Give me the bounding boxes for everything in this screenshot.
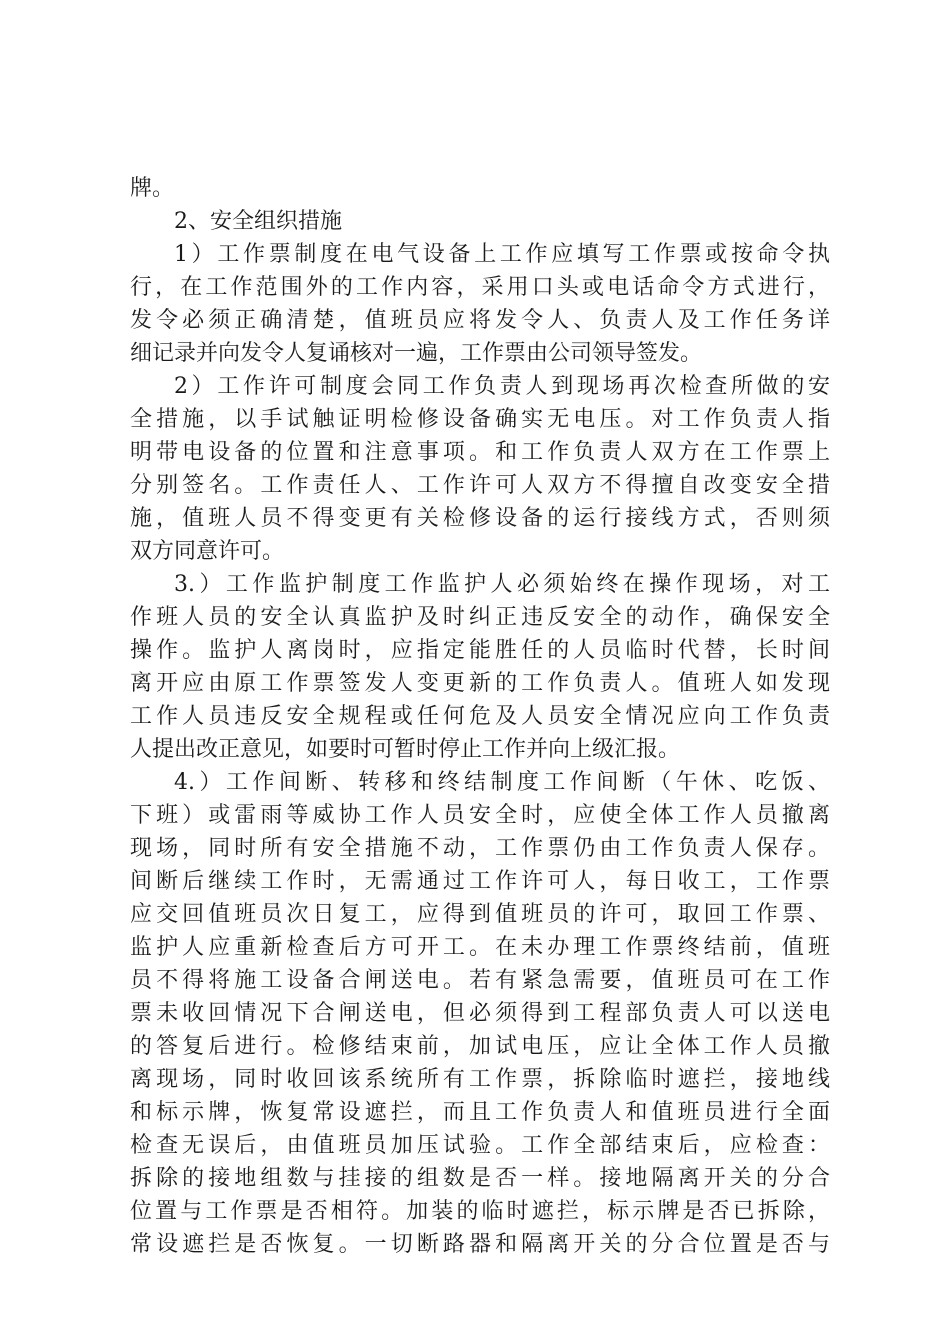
text-line: 应交回值班员次日复工，应得到值班员的许可，取回工作票、 <box>130 902 830 927</box>
text-line: 2）工作许可制度会同工作负责人到现场再次检查所做的安 <box>174 374 830 399</box>
text-line: 细记录并向发令人复诵核对一遍，工作票由公司领导签发。 <box>130 341 703 366</box>
text-line: 3.）工作监护制度工作监护人必须始终在操作现场，对工 <box>174 572 830 597</box>
text-line: 检查无误后，由值班员加压试验。工作全部结束后，应检查： <box>130 1133 830 1158</box>
document-body <box>130 172 830 1261</box>
text-line: 分别签名。工作责任人、工作许可人双方不得擅自改变安全措 <box>130 473 830 498</box>
text-line: 和标示牌，恢复常设遮拦，而且工作负责人和值班员进行全面 <box>130 1100 830 1125</box>
text-line: 发令必须正确清楚，值班员应将发令人、负责人及工作任务详 <box>130 308 830 333</box>
text-line: 工作人员违反安全规程或任何危及人员安全情况应向工作负责 <box>130 704 830 729</box>
text-line: 4.）工作间断、转移和终结制度工作间断（午休、吃饭、 <box>174 770 830 795</box>
text-line: 双方同意许可。 <box>130 539 285 564</box>
text-line: 拆除的接地组数与挂接的组数是否一样。接地隔离开关的分合 <box>130 1166 830 1191</box>
text-line: 的答复后进行。检修结束前，加试电压，应让全体工作人员撤 <box>130 1034 830 1059</box>
text-line: 员不得将施工设备合闸送电。若有紧急需要，值班员可在工作 <box>130 968 830 993</box>
text-line: 操作。监护人离岗时，应指定能胜任的人员临时代替，长时间 <box>130 638 830 663</box>
text-line: 现场，同时所有安全措施不动，工作票仍由工作负责人保存。 <box>130 836 830 861</box>
text-line: 牌。 <box>130 176 175 201</box>
text-line: 人提出改正意见，如要时可暂时停止工作并向上级汇报。 <box>130 737 681 762</box>
text-line: 离开应由原工作票签发人变更新的工作负责人。值班人如发现 <box>130 671 830 696</box>
text-line: 1）工作票制度在电气设备上工作应填写工作票或按命令执 <box>174 242 830 267</box>
text-line: 2、安全组织措施 <box>174 209 342 234</box>
text-line: 全措施，以手试触证明检修设备确实无电压。对工作负责人指 <box>130 407 830 432</box>
text-line: 作班人员的安全认真监护及时纠正违反安全的动作，确保安全 <box>130 605 830 630</box>
text-line: 票未收回情况下合闸送电，但必须得到工程部负责人可以送电 <box>130 1001 830 1026</box>
text-line: 离现场，同时收回该系统所有工作票，拆除临时遮拦，接地线 <box>130 1067 830 1092</box>
text-line: 行，在工作范围外的工作内容，采用口头或电话命令方式进行， <box>130 275 830 300</box>
text-line: 常设遮拦是否恢复。一切断路器和隔离开关的分合位置是否与 <box>130 1232 830 1257</box>
text-line: 施，值班人员不得变更有关检修设备的运行接线方式，否则须 <box>130 506 830 531</box>
text-line: 间断后继续工作时，无需通过工作许可人，每日收工，工作票 <box>130 869 830 894</box>
text-line: 监护人应重新检查后方可开工。在未办理工作票终结前，值班 <box>130 935 830 960</box>
text-line: 位置与工作票是否相符。加装的临时遮拦，标示牌是否已拆除， <box>130 1199 830 1224</box>
text-line: 下班）或雷雨等威协工作人员安全时，应使全体工作人员撤离 <box>130 803 830 828</box>
text-line: 明带电设备的位置和注意事项。和工作负责人双方在工作票上 <box>130 440 830 465</box>
